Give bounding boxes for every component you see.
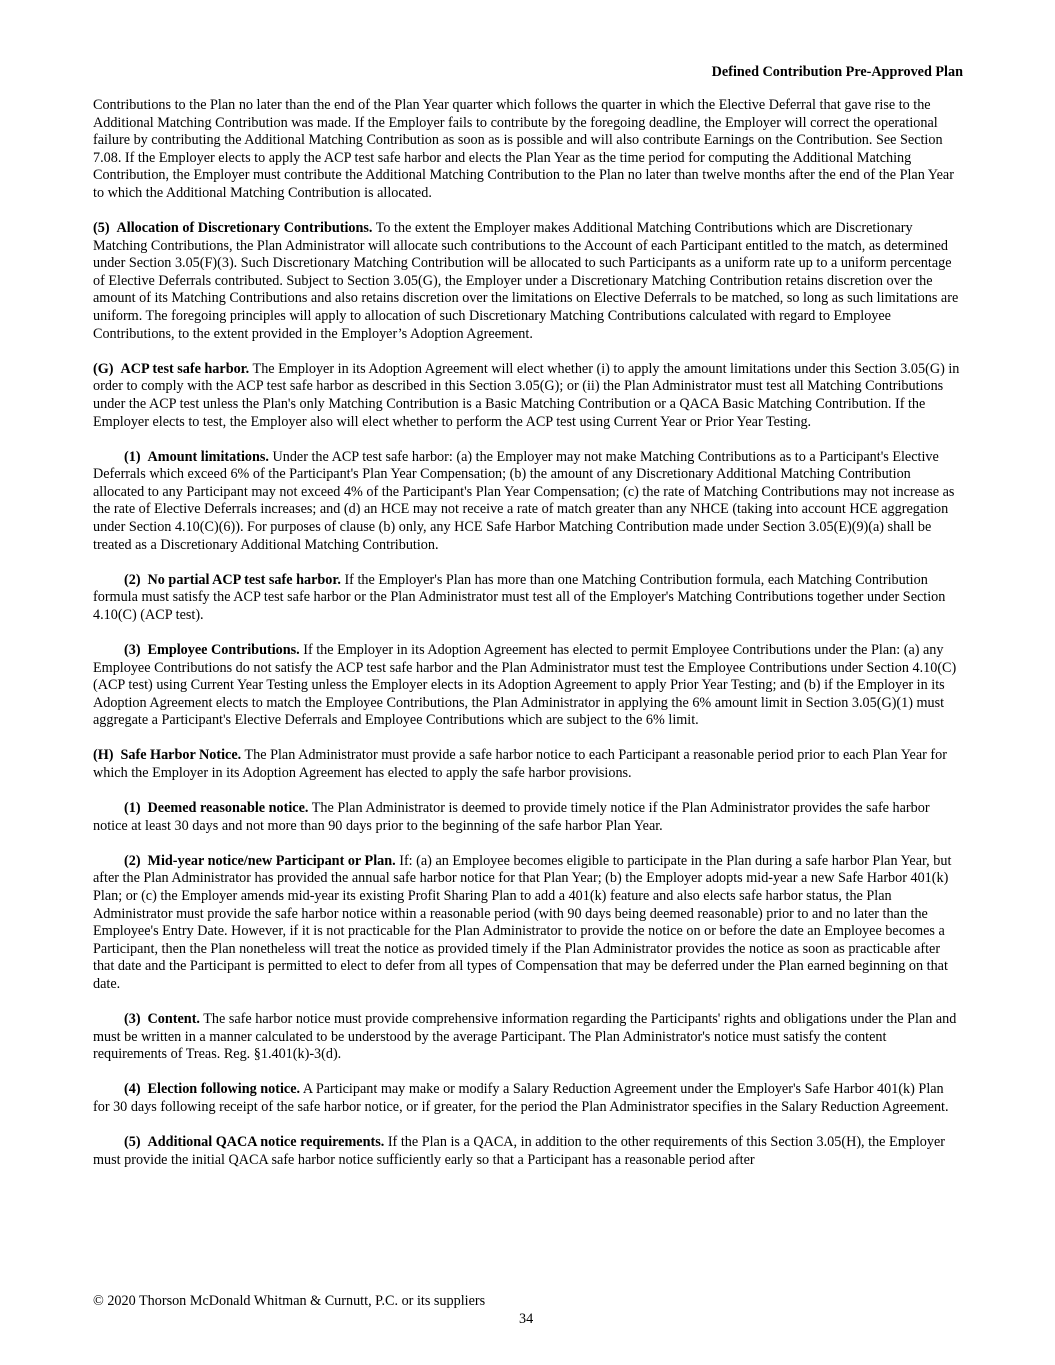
section-title: Employee Contributions. [147, 641, 300, 658]
section-number: (1) [124, 448, 141, 465]
section-title: Safe Harbor Notice. [120, 747, 242, 764]
paragraph-text: Under the ACP test safe harbor: (a) the Employer may not make Matching Contributions as to a Participant's Elective Deferrals which exceed 6% of the Participant's Plan Year Compensation; (b) the amount of any Discretionary Additional Matching Contribution allocated to any Participant may not exceed 4% of the Participant's Plan Year Compensation; (c) the rate of Matching Contributions may not increase as the rate of Elective Deferrals increases; and (d) an HCE may not receive a rate of match greater than any NHCE (taking into account HCE aggregation under Section 4.10(C)(6)). For purposes of clause (b) only, any HCE Safe Harbor Matching Contribution made under Section 3.05(E)(9)(a) shall be treated as a Discretionary Additional Matching Contribution. [93, 448, 955, 553]
copyright-notice: © 2020 Thorson McDonald Whitman & Curnutt, P.C. or its suppliers [93, 1293, 486, 1309]
section-number: (5) [93, 220, 110, 237]
paragraph-allocation-discretionary [93, 220, 963, 343]
document-body [93, 97, 963, 1187]
paragraph-safe-harbor-notice [93, 747, 963, 782]
paragraph-acp-safe-harbor [93, 361, 963, 431]
paragraph-text: The Plan Administrator is deemed to provide timely notice if the Plan Administrator provides the safe harbor notice at least 30 days and not more than 90 days prior to the beginning of the safe harbor Plan Year. [93, 800, 930, 834]
section-number: (3) [124, 1011, 141, 1028]
section-number: (H) [93, 747, 114, 764]
page-footer [93, 1293, 963, 1327]
paragraph-text: The Plan Administrator must provide a safe harbor notice to each Participant a reasonable period prior to each Plan Year for which the Employer in its Adoption Agreement has elected to apply the safe harbor provisions. [93, 747, 947, 781]
page-number: 34 [519, 1311, 534, 1327]
paragraph-amount-limitations [93, 449, 963, 555]
section-number: (3) [124, 641, 141, 658]
section-title: Deemed reasonable notice. [147, 800, 309, 817]
paragraph-text: The safe harbor notice must provide comprehensive information regarding the Participants' rights and obligations under the Plan and must be written in a manner calculated to be understood by the average Participant. The Plan Administrator's notice must satisfy the content requirements of Treas. Reg. §1.401(k)-3(d). [93, 1011, 957, 1063]
paragraph-text: If the Plan is a QACA, in addition to the other requirements of this Section 3.05(H), the Employer must provide the initial QACA safe harbor notice sufficiently early so that a Participant has a reasonable period after [93, 1134, 945, 1168]
section-title: Amount limitations. [147, 448, 269, 465]
paragraph-text: Contributions to the Plan no later than the end of the Plan Year quarter which follows the quarter in which the Elective Deferral that gave rise to the Additional Matching Contribution was made. If the Employer fails to contribute by the foregoing deadline, the Employer will correct the operational failure by contributing the Additional Matching Contribution as soon as is possible and will also contribute Earnings on the Contribution. See Section 7.08. If the Employer elects to apply the ACP test safe harbor and elects the Plan Year as the time period for computing the Additional Matching Contribution, the Employer must contribute the Additional Matching Contribution to the Plan no later than twelve months after the end of the Plan Year to which the Additional Matching Contribution is allocated. [93, 97, 954, 201]
running-header: Defined Contribution Pre-Approved Plan [711, 64, 963, 80]
section-number: (1) [124, 800, 141, 817]
section-title: Content. [147, 1011, 200, 1028]
section-number: (4) [124, 1081, 141, 1098]
section-number: (5) [124, 1134, 141, 1150]
paragraph-employee-contributions [93, 642, 963, 730]
paragraph-election-following-notice [93, 1081, 963, 1116]
paragraph-text: If: (a) an Employee becomes eligible to participate in the Plan during a safe harbor Plan Year, but after the Plan Administrator has provided the annual safe harbor notice for that Plan Year; (b) the Employer adopts mid-year a new Safe Harbor 401(k) Plan; or (c) the Employer amends mid-year its existing Profit Sharing Plan to add a 401(k) feature and also elects safe harbor status, the Plan Administrator must provide the safe harbor notice within a reasonable period (with 90 days being deemed reasonable) prior to and no later than the Employee's Entry Date. However, if it is not practicable for the Plan Administrator to provide the notice on or before the date an Employee becomes a Participant, then the Plan nonetheless will treat the notice as provided timely if the Plan Administrator provides the notice as soon as practicable after that date and the Participant is permitted to elect to defer from all types of Compensation that may be deferred under the Plan earned beginning on that date. [93, 852, 952, 992]
section-number: (G) [93, 360, 114, 377]
section-title: ACP test safe harbor. [120, 360, 250, 377]
paragraph-additional-qaca-notice [93, 1134, 963, 1169]
paragraph-text: If the Employer in its Adoption Agreement has elected to permit Employee Contributions under the Plan: (a) any Employee Contributions do not satisfy the ACP test safe harbor and the Plan Administrator must test the Employee Contributions under Section 4.10(C) (ACP test) using Current Year Testing unless the Employer elects in its Adoption Agreement to apply Prior Year Testing; and (b) if the Employer in its Adoption Agreement elects to match the Employee Contributions, the Plan Administrator in applying the 6% amount limit in Section 3.05(G)(1) must aggregate a Participant's Elective Deferrals and Employee Contributions which are subject to the 6% limit. [93, 641, 957, 729]
paragraph-continuation [93, 97, 963, 203]
section-title: Allocation of Discretionary Contributions. [116, 220, 373, 237]
paragraph-no-partial-safe-harbor [93, 572, 963, 625]
paragraph-mid-year-notice [93, 853, 963, 994]
section-title: No partial ACP test safe harbor. [147, 571, 341, 588]
paragraph-text: To the extent the Employer makes Additional Matching Contributions which are Discretionary Matching Contributions, the Plan Administrator will allocate such contributions to the Account of each Participant entitled to the match, as determined under Section 3.05(F)(3). Such Discretionary Matching Contribution will be allocated to such Participants as a uniform rate up to a uniform percentage of Elective Deferrals contributed. Subject to Section 3.05(G), the Employer under a Discretionary Matching Contribution retains discretion over the amount of its Matching Contributions and also retains discretion over the limitations on Elective Deferrals to be matched, so long as such limitations are uniform. The foregoing principles will apply to allocation of such Discretionary Matching Contributions calculated with regard to Employee Contributions, to the extent provided in the Employer’s Adoption Agreement. [93, 220, 959, 342]
paragraph-text: A Participant may make or modify a Salary Reduction Agreement under the Employer's Safe Harbor 401(k) Plan for 30 days following receipt of the safe harbor notice, or if greater, for the period the Plan Administrator specifies in the Salary Reduction Agreement. [93, 1081, 949, 1115]
section-number: (2) [124, 852, 141, 869]
section-number: (2) [124, 571, 141, 588]
section-title: Mid-year notice/new Participant or Plan. [147, 852, 396, 869]
section-title: Election following notice. [147, 1081, 301, 1098]
section-title: Additional QACA notice requirements. [147, 1134, 385, 1150]
paragraph-text: The Employer in its Adoption Agreement will elect whether (i) to apply the amount limitations under this Section 3.05(G) in order to comply with the ACP test safe harbor as described in this Section 3.05(G); or (ii) the Plan Administrator must test all Matching Contributions under the ACP test unless the Plan's only Matching Contribution is a Basic Matching Contribution or a QACA Basic Matching Contribution. If the Employer elects to test, the Employer also will elect whether to perform the ACP test using Current Year or Prior Year Testing. [93, 360, 960, 430]
paragraph-deemed-reasonable-notice [93, 800, 963, 835]
paragraph-text: If the Employer's Plan has more than one Matching Contribution formula, each Matching Contribution formula must satisfy the ACP test safe harbor or the Plan Administrator must test all of the Employer's Matching Contributions together under Section 4.10(C) (ACP test). [93, 571, 946, 623]
paragraph-content [93, 1011, 963, 1064]
